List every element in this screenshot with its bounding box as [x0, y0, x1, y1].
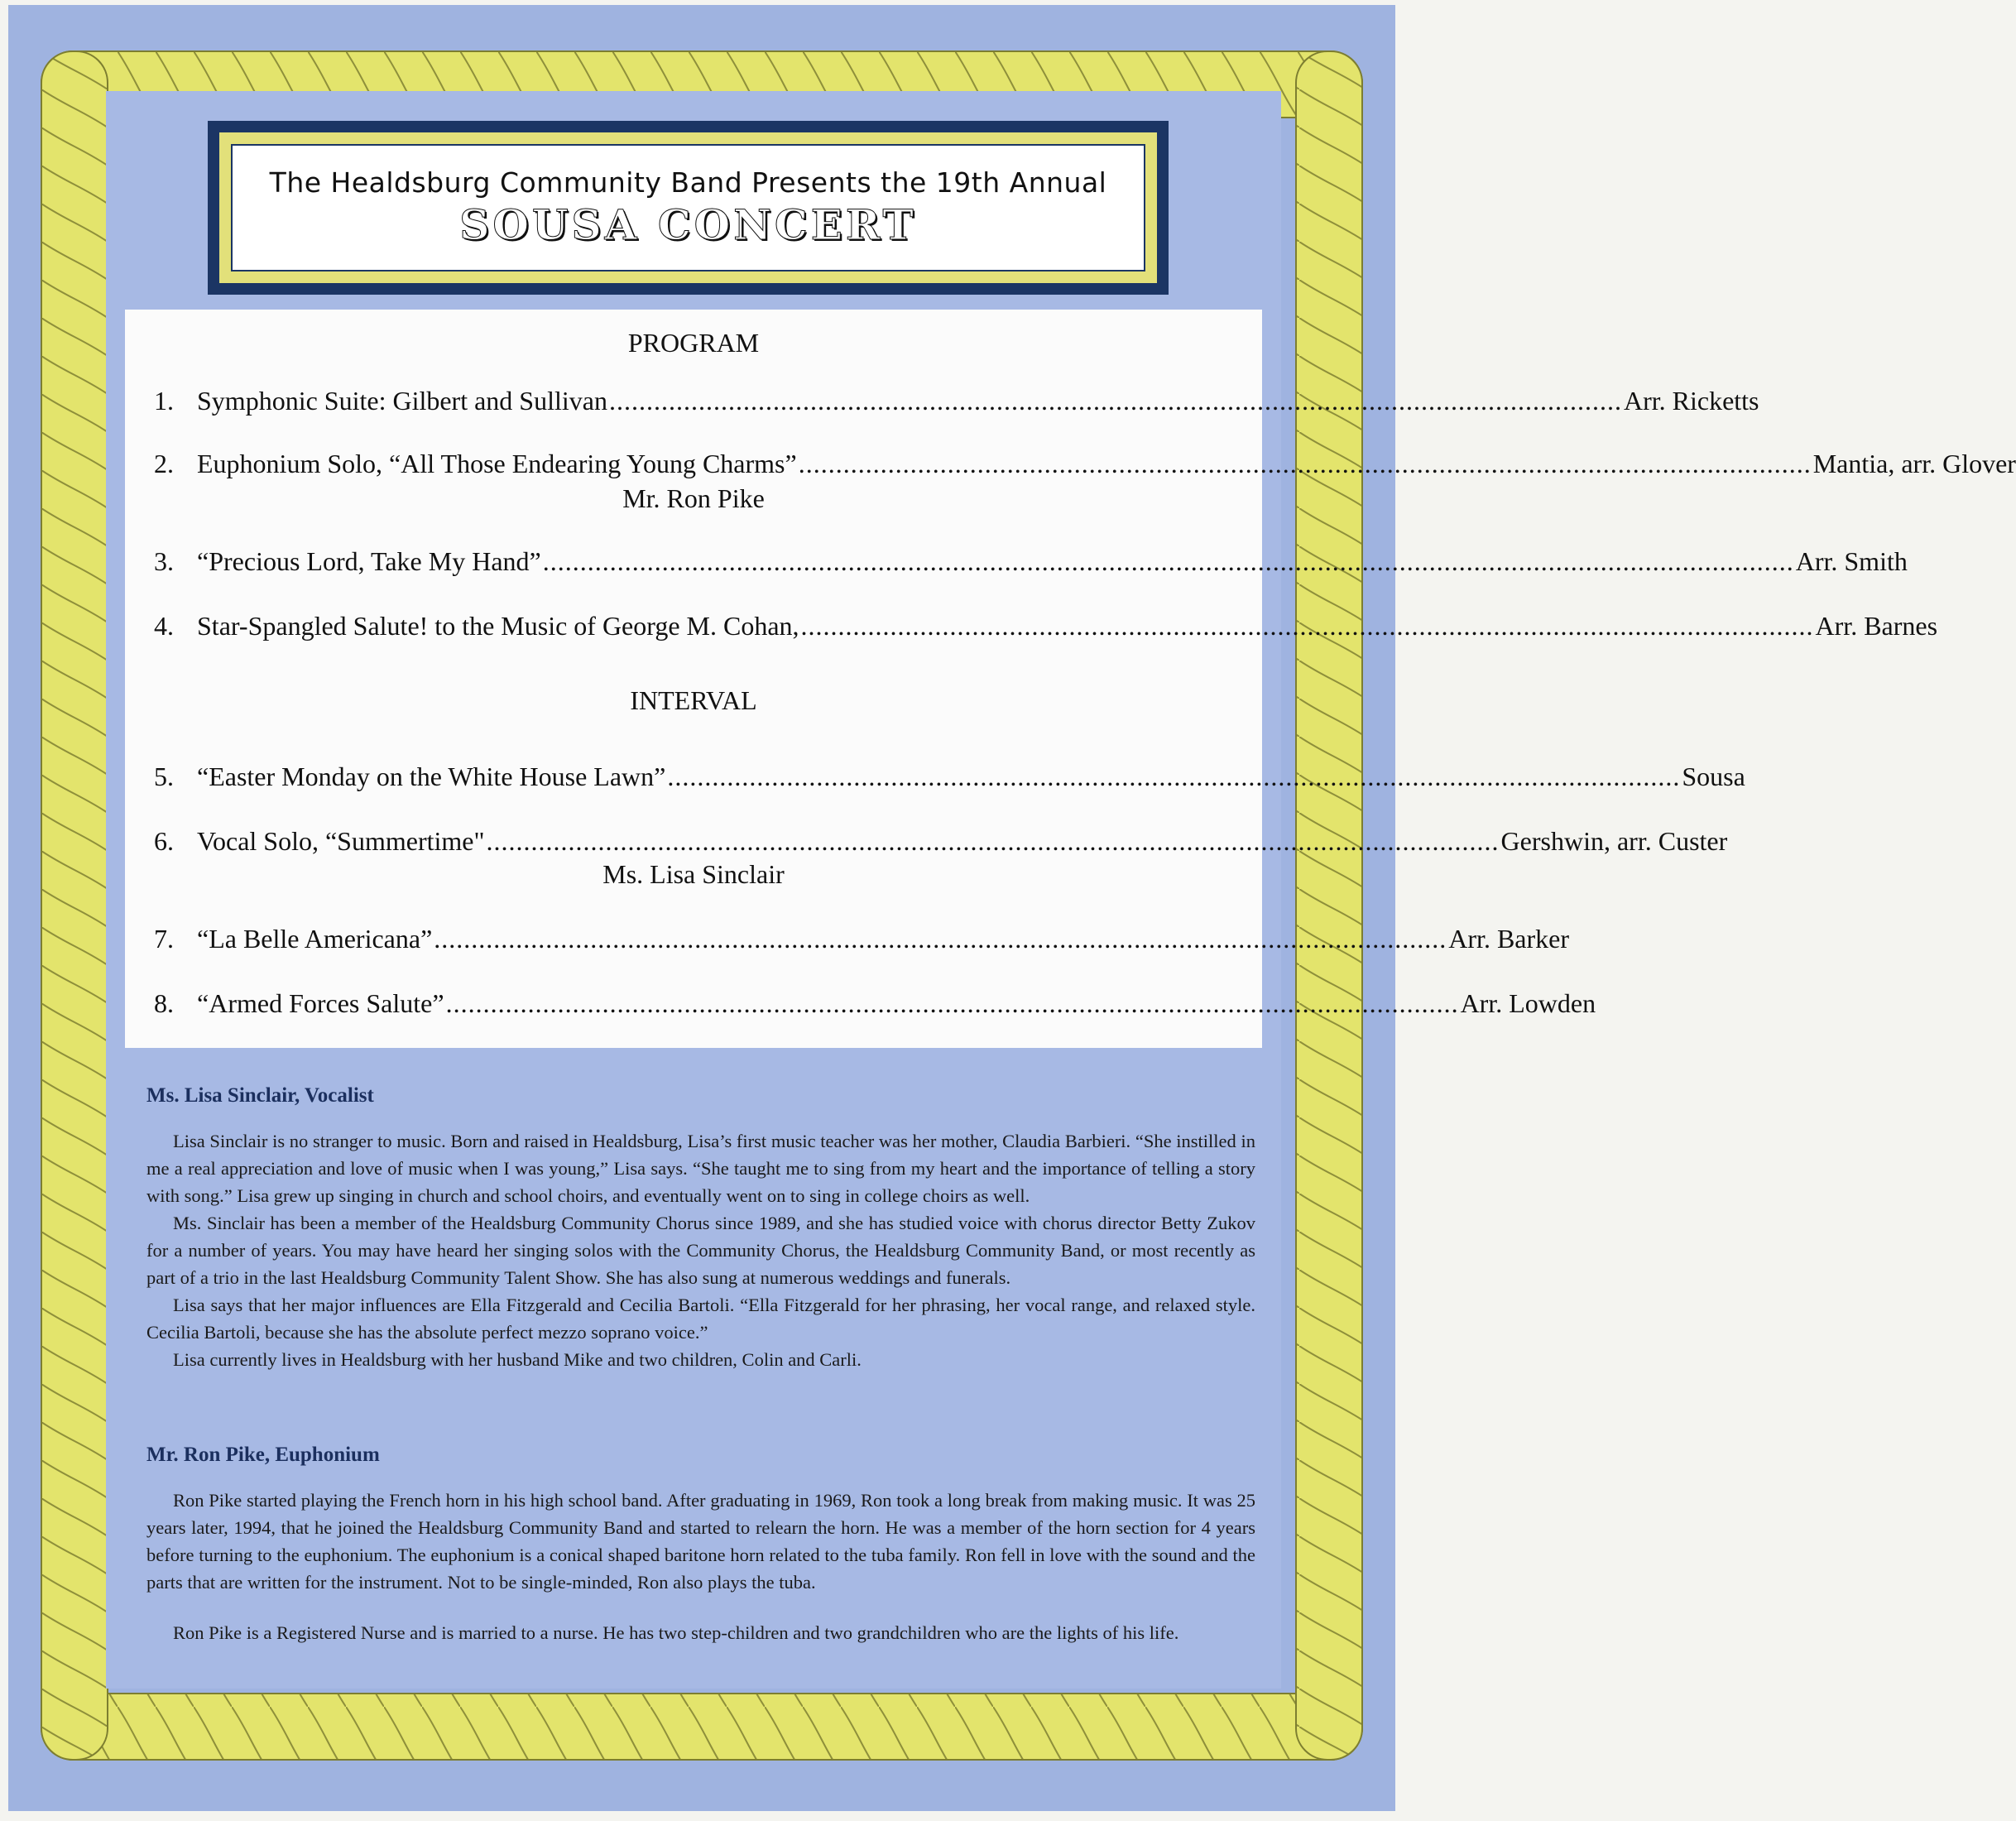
- program-heading: PROGRAM: [627, 328, 760, 358]
- sinclair-bio: [146, 1127, 1255, 1373]
- interval-heading: INTERVAL: [630, 685, 757, 715]
- performer-name: Ms. Lisa Sinclair: [602, 859, 785, 889]
- program-item: 2. Euphonium Solo, “All Those Endearing Young Charms” ........................................................................................................................................ Mantia, arr. Glover: [154, 449, 2016, 478]
- program-item: 8. “Armed Forces Salute” ........................................................................................................................................ Arr. Lowden: [154, 988, 1596, 1018]
- program-box: [125, 310, 2016, 1048]
- program-item: 7. “La Belle Americana” ........................................................................................................................................ Arr. Barker: [154, 924, 1569, 954]
- program-item: 6. Vocal Solo, “Summertime" ........................................................................................................................................ Gershwin, arr. Custer: [154, 826, 1728, 856]
- program-item: 3. “Precious Lord, Take My Hand” ........................................................................................................................................................................ Arr. Smith: [154, 546, 1908, 576]
- program-item: 4. Star-Spangled Salute! to the Music of George M. Cohan, ........................................................................................................................................ Arr. Barnes: [154, 611, 1938, 641]
- bio-paragraph: Ron Pike started playing the French horn in his high school band. After graduating in 1969, Ron took a long break from making music. It was 25 years later, 1994, that he joined the Healdsburg Community Band and started to relearn the horn. He was a member of the horn section for 4 years before turning to the euphonium. The euphonium is a conical shaped baritone horn related to the tuba family. Ron fell in love with the sound and the parts that are written for the instrument. Not to be single-minded, Ron also plays the tuba.: [146, 1490, 1255, 1593]
- bio-paragraph: Ms. Sinclair has been a member of the Healdsburg Community Chorus since 1989, and she has studied voice with chorus director Betty Zukov for a number of years. You may have heard her singing solos with the Community Chorus, the Healdsburg Community Band, or most recently as part of a trio in the last Healdsburg Community Talent Show. She has also sung at numerous weddings and funerals.: [146, 1213, 1255, 1288]
- banner-subtitle: The Healdsburg Community Band Presents the 19th Annual: [269, 166, 1107, 199]
- bio-paragraph: Lisa Sinclair is no stranger to music. Born and raised in Healdsburg, Lisa’s first music teacher was her mother, Claudia Barbieri. “She instilled in me a real appreciation and love of music when I was young,” Lisa says. “She taught me to sing from my heart and the importance of telling a story with song.” Lisa grew up singing in church and school choirs, and eventually went on to sing in college choirs as well.: [146, 1131, 1255, 1206]
- pike-bio: [146, 1487, 1255, 1646]
- performer-name: Mr. Ron Pike: [622, 483, 765, 513]
- bio-paragraph: Ron Pike is a Registered Nurse and is married to a nurse. He has two step-children and two grandchildren who are the lights of his life.: [173, 1622, 1179, 1643]
- banner-title: SOUSA CONCERT: [459, 200, 917, 249]
- pike-heading: Mr. Ron Pike, Euphonium: [146, 1444, 380, 1466]
- bio-paragraph: Lisa says that her major influences are Ella Fitzgerald and Cecilia Bartoli. “Ella Fitzgerald for her phrasing, her vocal range, and relaxed style. Cecilia Bartoli, because she has the absolute perfect mezzo soprano voice.”: [146, 1295, 1255, 1343]
- title-banner: [208, 121, 1169, 295]
- program-item: 1. Symphonic Suite: Gilbert and Sullivan ........................................................................................................................................ Arr. Ricketts: [154, 386, 1759, 416]
- sinclair-heading: Ms. Lisa Sinclair, Vocalist: [146, 1084, 374, 1107]
- program-item: 5. “Easter Monday on the White House Lawn” ........................................................................................................................................ Sousa: [154, 762, 1745, 791]
- bio-paragraph: Lisa currently lives in Healdsburg with her husband Mike and two children, Colin and Carli.: [173, 1349, 862, 1370]
